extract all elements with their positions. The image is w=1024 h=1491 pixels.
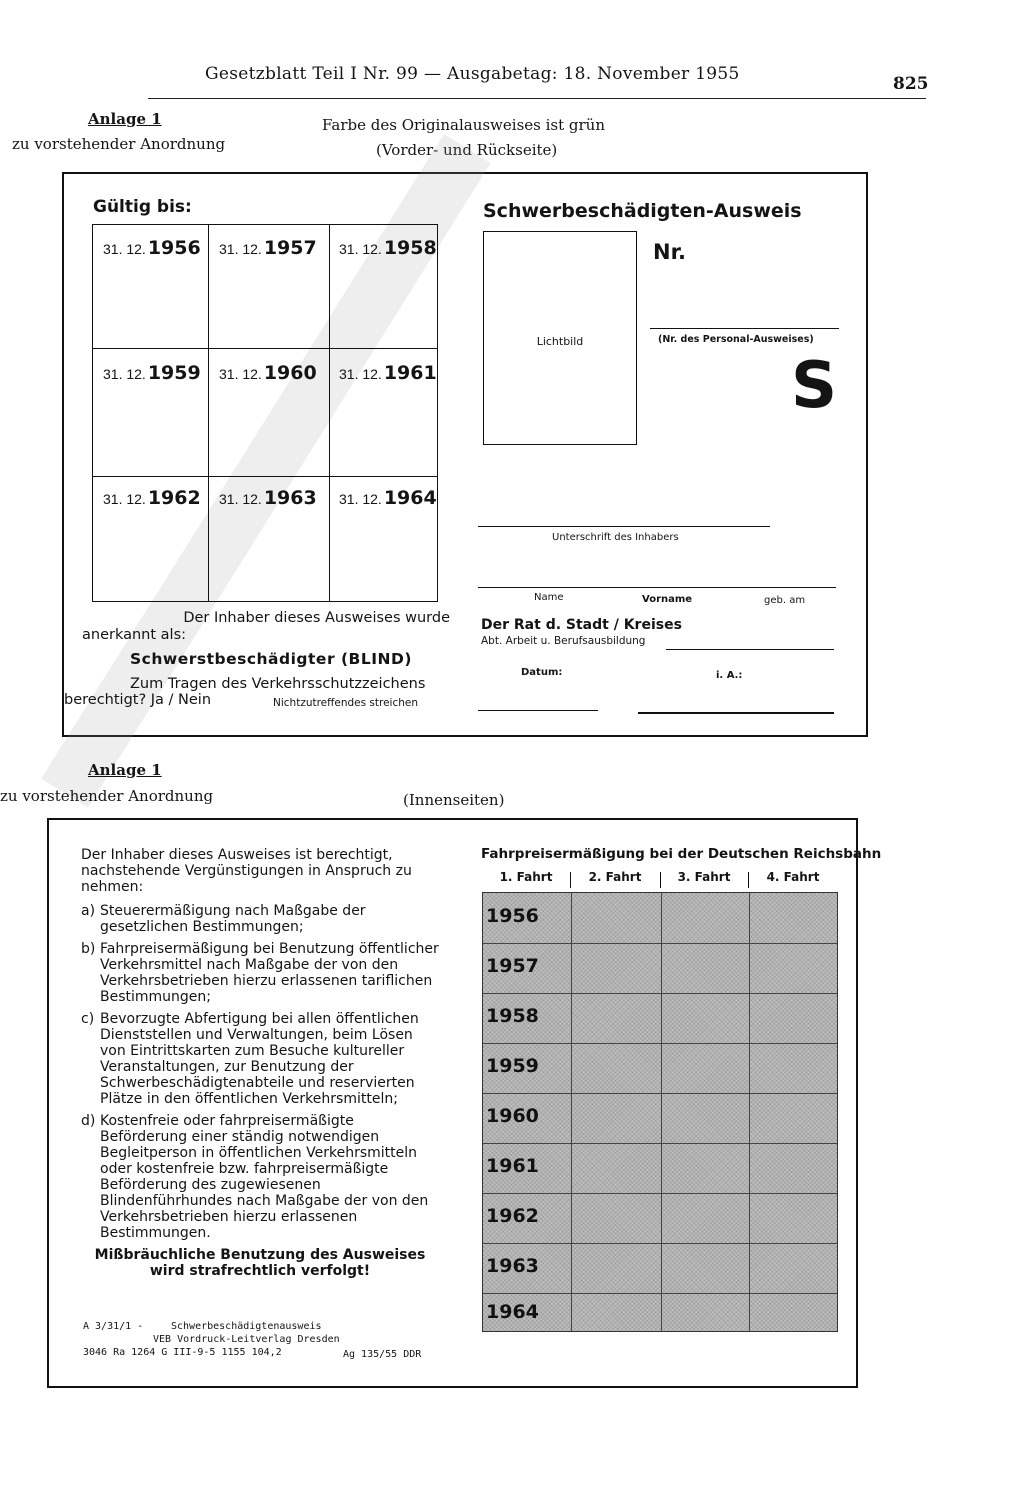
traffic-line-2: berechtigt? Ja / Nein xyxy=(64,692,212,708)
annex-sub-top: zu vorstehender Anordnung xyxy=(12,135,226,153)
page-number: 825 xyxy=(893,74,929,94)
annex-sub-bottom: zu vorstehender Anordnung xyxy=(0,787,214,805)
table-row-year: 1960 xyxy=(486,1105,539,1127)
number-label: Nr. xyxy=(653,240,686,264)
validity-cell-1964: 31. 12. 1964 xyxy=(339,487,437,509)
signature-line xyxy=(478,526,770,527)
validity-cell-1960: 31. 12. 1960 xyxy=(219,362,317,384)
valid-until-title: Gültig bis: xyxy=(93,197,192,217)
table-row-year: 1964 xyxy=(486,1301,539,1323)
ag-code: Ag 135/55 DDR xyxy=(343,1349,422,1360)
table-row-year: 1961 xyxy=(486,1155,539,1177)
name-label: Name xyxy=(534,592,564,603)
department-label: Abt. Arbeit u. Berufsausbildung xyxy=(481,635,646,647)
column-header: 3. Fahrt xyxy=(677,870,731,884)
table-row-year: 1963 xyxy=(486,1255,539,1277)
column-header: 4. Fahrt xyxy=(766,870,820,884)
validity-grid xyxy=(92,224,438,602)
header-rule xyxy=(148,98,926,99)
print-code: 3046 Ra 1264 G III-9-5 1155 104,2 xyxy=(83,1347,282,1358)
column-header: 2. Fahrt xyxy=(588,870,642,884)
personal-id-label: (Nr. des Personal-Ausweises) xyxy=(658,334,814,345)
photo-box xyxy=(483,231,637,445)
benefit-item: c) Bevorzugte Abfertigung bei allen öffentlichen Dienststellen und Verwaltungen, beim Lösen von Eintrittskarten zum Besuche kultureller Veranstaltungen, zur Benutzung der Schwerbeschädigtenabteile und reservierten Plätze in den öffentlichen Verkehrsmitteln; xyxy=(81,1011,419,1107)
id-card-front xyxy=(62,172,868,737)
traffic-line-1: Zum Tragen des Verkehrsschutzzeichens xyxy=(130,676,426,692)
council-label: Der Rat d. Stadt / Kreises xyxy=(481,617,682,633)
table-row-year: 1962 xyxy=(486,1205,539,1227)
form-code: A 3/31/1 - xyxy=(83,1321,144,1332)
fare-table-title: Fahrpreisermäßigung bei der Deutschen Reichsbahn xyxy=(481,846,882,862)
publisher: VEB Vordruck-Leitverlag Dresden xyxy=(153,1334,340,1345)
benefits-text xyxy=(81,847,439,1279)
holder-line-2: anerkannt als: xyxy=(82,627,187,643)
official-signature-line xyxy=(638,712,834,714)
holder-line-1: Der Inhaber dieses Ausweises wurde xyxy=(183,610,450,626)
born-label: geb. am xyxy=(764,595,806,606)
color-note: Farbe des Originalausweises ist grün xyxy=(322,116,606,134)
date-line xyxy=(478,710,598,711)
benefit-item: d) Kostenfreie oder fahrpreisermäßigte Beförderung einer ständig notwendigen Begleitperson in öffentlichen Verkehrsmitteln oder kostenfreie bzw. fahrpreisermäßigte Beförderung des zugewiesenen Blindenführhundes nach Maßgabe der von den Verkehrsbetrieben hierzu erlassenen Bestimmungen. xyxy=(81,1113,429,1241)
id-card-inside xyxy=(47,818,882,1388)
benefit-item: b) Fahrpreisermäßigung bei Benutzung öffentlicher Verkehrsmittel nach Maßgabe der von den Verkehrsbetrieben hierzu erlassenen tariflichen Bestimmungen; xyxy=(81,941,439,1005)
benefit-item: a) Steuerermäßigung nach Maßgabe der gesetzlichen Bestimmungen; xyxy=(81,903,366,935)
annex-label-top: Anlage 1 xyxy=(88,110,162,128)
fare-table xyxy=(482,892,838,1332)
ia-label: i. A.: xyxy=(716,670,743,681)
annex-label-bottom: Anlage 1 xyxy=(88,761,162,779)
misuse-warning: Mißbräuchliche Benutzung des Ausweises wird strafrechtlich verfolgt! xyxy=(94,1247,426,1279)
status-label: Schwerstbeschädigter (BLIND) xyxy=(130,650,412,668)
id-number-line xyxy=(650,328,839,329)
validity-cell-1957: 31. 12. 1957 xyxy=(219,237,317,259)
table-row-year: 1958 xyxy=(486,1005,539,1027)
validity-cell-1963: 31. 12. 1963 xyxy=(219,487,317,509)
validity-cell-1962: 31. 12. 1962 xyxy=(103,487,201,509)
validity-cell-1959: 31. 12. 1959 xyxy=(103,362,201,384)
column-header: 1. Fahrt xyxy=(499,870,553,884)
inside-pages-note: (Innenseiten) xyxy=(403,791,505,809)
form-name: Schwerbeschädigtenausweis xyxy=(171,1321,322,1332)
validity-cell-1956: 31. 12. 1956 xyxy=(103,237,201,259)
photo-label: Lichtbild xyxy=(536,335,584,348)
color-note-sides: (Vorder- und Rückseite) xyxy=(376,141,558,159)
department-line xyxy=(666,649,834,650)
signature-label: Unterschrift des Inhabers xyxy=(552,532,679,543)
first-name-label: Vorname xyxy=(642,594,693,605)
date-label: Datum: xyxy=(521,667,563,678)
name-line xyxy=(478,587,836,588)
validity-cell-1961: 31. 12. 1961 xyxy=(339,362,437,384)
page-header-title: Gesetzblatt Teil I Nr. 99 — Ausgabetag: 18. November 1955 xyxy=(205,64,740,84)
category-letter: S xyxy=(791,349,838,423)
id-card-title: Schwerbeschädigten-Ausweis xyxy=(483,200,802,222)
table-row-year: 1956 xyxy=(486,905,539,927)
table-row-year: 1957 xyxy=(486,955,539,977)
table-row-year: 1959 xyxy=(486,1055,539,1077)
benefits-intro: Der Inhaber dieses Ausweises ist berechtigt, nachstehende Vergünstigungen in Anspruch zu nehmen: xyxy=(81,847,412,895)
strike-note: Nichtzutreffendes streichen xyxy=(273,697,419,709)
validity-cell-1958: 31. 12. 1958 xyxy=(339,237,437,259)
